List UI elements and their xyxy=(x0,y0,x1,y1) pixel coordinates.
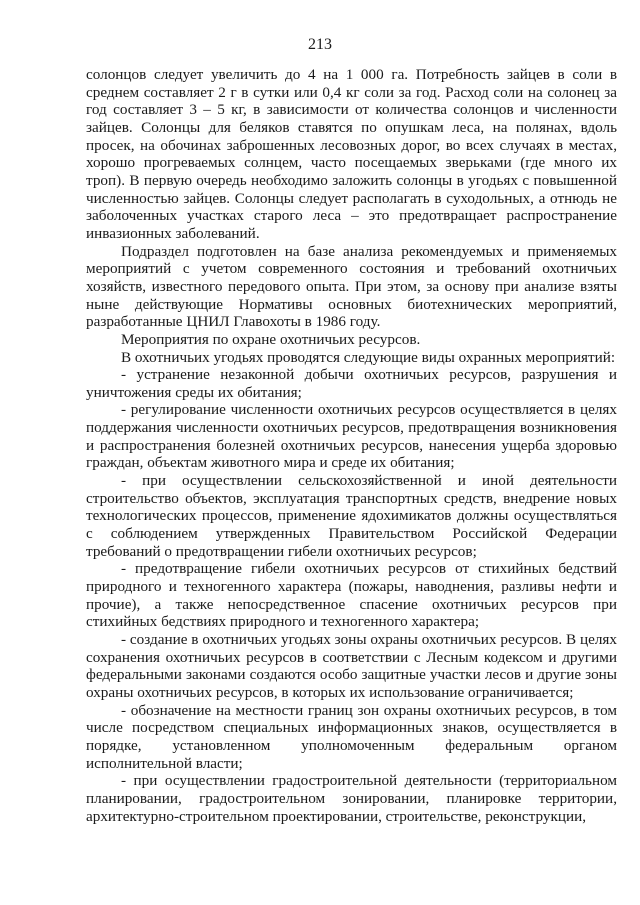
paragraph: - обозначение на местности границ зон охраны охотничьих ресурсов, в том числе посредством специальных информационных знаков, осуществляется в порядке, установленном уполномоченным федеральным органом исполнительной власти; xyxy=(86,701,617,772)
paragraph: - регулирование численности охотничьих ресурсов осуществляется в целях поддержания численности охотничьих ресурсов, предотвращения возникновения и распространения болезней охотничьих ресурсов, нанесения ущерба здоровью граждан, объектам животного мира и среде их обитания; xyxy=(86,401,617,472)
paragraph: - создание в охотничьих угодьях зоны охраны охотничьих ресурсов. В целях сохранения охотничьих ресурсов в соответствии с Лесным кодексом и другими федеральными законами создаются особо защитные участки лесов и другие зоны охраны охотничьих ресурсов, в которых их использование ограничивается; xyxy=(86,631,617,701)
paragraph: - устранение незаконной добычи охотничьих ресурсов, разрушения и уничтожения среды их обитания; xyxy=(86,366,617,401)
paragraph: Мероприятия по охране охотничьих ресурсов. xyxy=(121,330,421,348)
body-text xyxy=(86,66,617,825)
paragraph: Подраздел подготовлен на базе анализа рекомендуемых и применяемых мероприятий с учетом современного состояния и требований охотничьих хозяйств, известного передового опыта. При этом, за основу при анализе взяты ныне действующие Нормативы основных биотехнических мероприятий, разработанные ЦНИЛ Главохоты в 1986 году. xyxy=(86,242,617,331)
paragraph: В охотничьих угодьях проводятся следующие виды охранных мероприятий: xyxy=(121,348,616,366)
paragraph: солонцов следует увеличить до 4 на 1 000 га. Потребность зайцев в соли в среднем составляет 2 г в сутки или 0,4 кг соли за год. Расход соли на солонец за год составляет 3 – 5 кг, в зависимости от количества солонцов и численности зайцев. Солонцы для беляков ставятся по опушкам леса, на полянах, вдоль просек, на обочинах заброшенных лесовозных дорог, во всех случаях в местах, хорошо прогреваемых солнцем, часто посещаемых зверьками (где много их троп). В первую очередь необходимо заложить солонцы в угодьях с повышенной численностью зайцев. Солонцы следует располагать в суходольных, а отнюдь не заболоченных участках старого леса – это предотвращает распространение инвазионных заболеваний. xyxy=(86,66,617,242)
paragraph: - при осуществлении градостроительной деятельности (территориальном планировании, градостроительном зонировании, планировке территории, архитектурно-строительном проектировании, строительстве, реконструкции, xyxy=(86,772,617,825)
paragraph: - предотвращение гибели охотничьих ресурсов от стихийных бедствий природного и техногенного характера (пожары, наводнения, разливы нефти и прочие), а также непосредственное спасение охотничьих ресурсов при стихийных бедствиях природного и техногенного характера; xyxy=(86,560,617,631)
page-number: 213 xyxy=(308,36,332,53)
paragraph: - при осуществлении сельскохозяйственной и иной деятельности строительство объектов, эксплуатация транспортных средств, внедрение новых технологических процессов, применение ядохимикатов должны осуществляться с соблюдением утвержденных Правительством Российской Федерации требований о предотвращении гибели охотничьих ресурсов; xyxy=(86,472,617,560)
